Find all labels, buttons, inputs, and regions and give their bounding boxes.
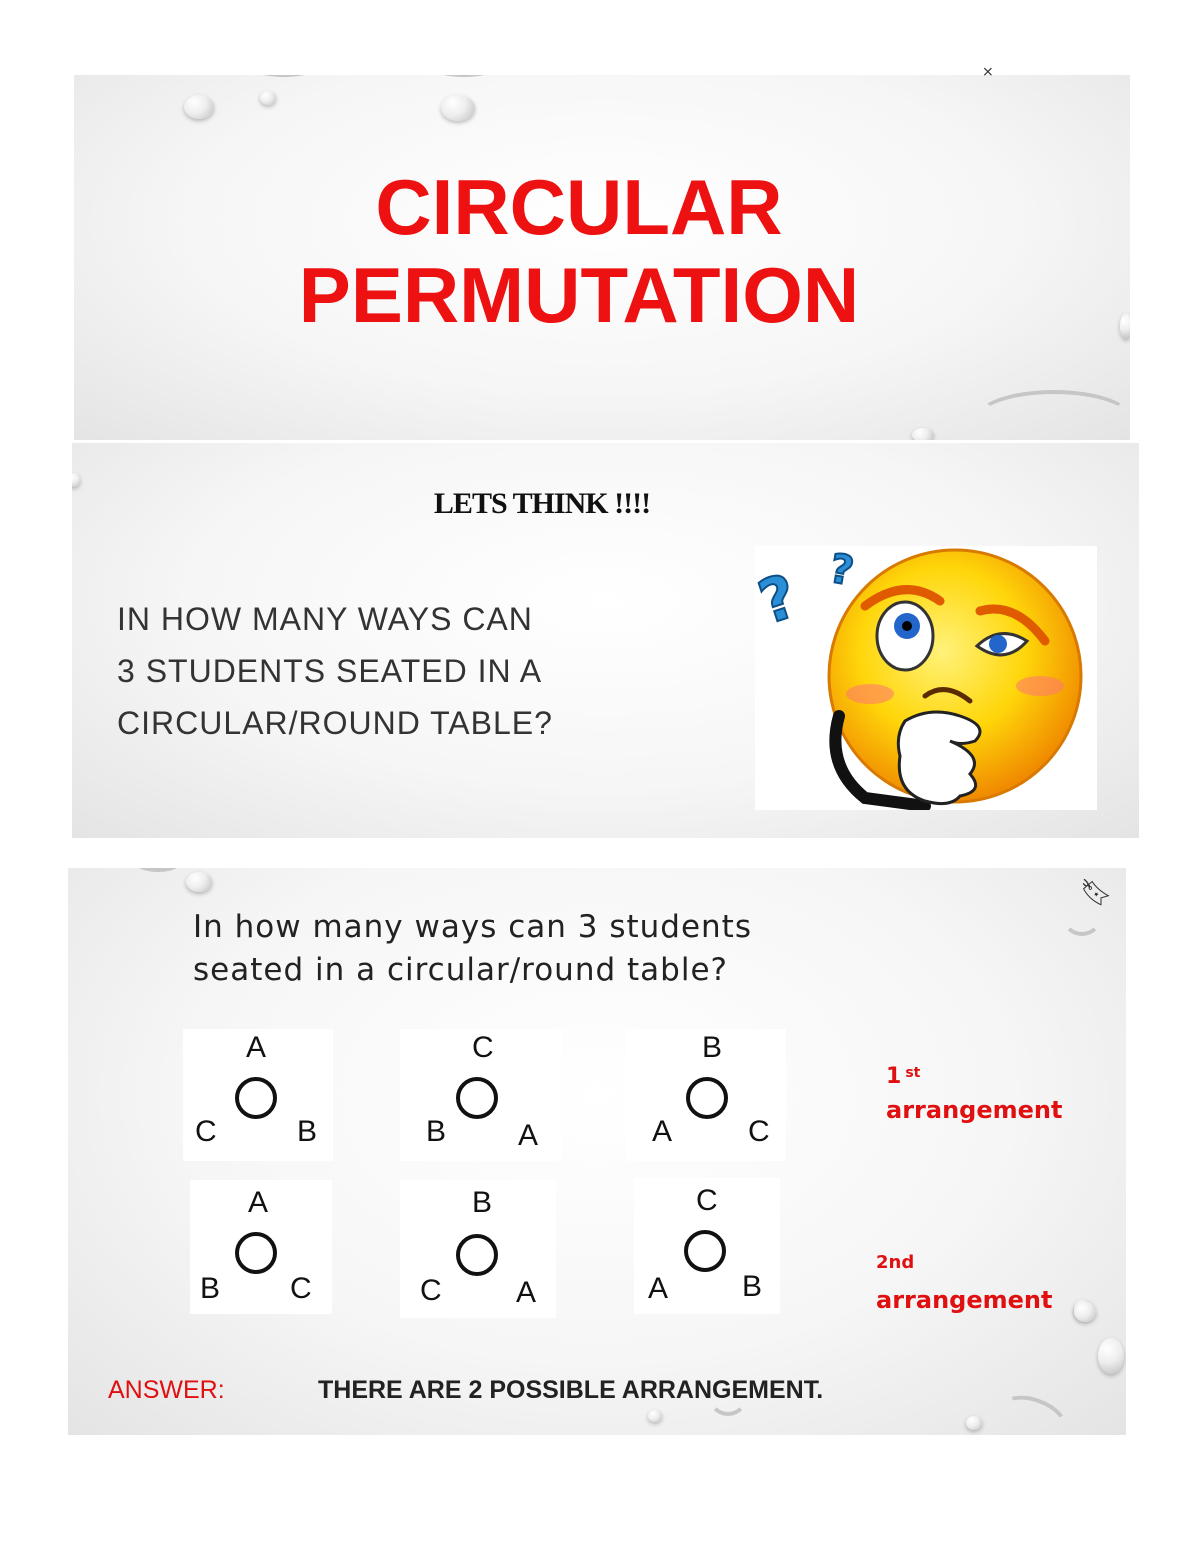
- water-arc-decoration: [974, 390, 1130, 440]
- seat-top: C: [696, 1184, 718, 1217]
- table-circle: [686, 1077, 728, 1119]
- seat-right: C: [748, 1115, 770, 1148]
- first-arrangement-word: arrangement: [886, 1096, 1063, 1124]
- arrangement-diagram: [626, 1029, 786, 1161]
- arrangement-diagram: [190, 1180, 332, 1314]
- question-line-2: seated in a circular/round table?: [193, 952, 728, 988]
- question-line: CIRCULAR/ROUND TABLE?: [117, 705, 553, 741]
- lets-think-heading: LETS THINK !!!!: [433, 487, 651, 520]
- water-drop-decoration: [912, 428, 934, 440]
- seat-top: A: [246, 1031, 267, 1064]
- table-circle: [235, 1232, 277, 1274]
- seat-left: C: [420, 1274, 442, 1307]
- slide-title: [74, 75, 1130, 440]
- seat-right: B: [297, 1115, 318, 1148]
- title-line-1: CIRCULAR: [375, 163, 783, 251]
- water-drop-decoration: [1120, 313, 1130, 339]
- water-drop-decoration: [648, 1410, 662, 1422]
- thinking-face-icon: [755, 546, 1097, 810]
- seat-right: A: [518, 1119, 539, 1152]
- water-drop-decoration: [1098, 1338, 1124, 1374]
- water-arc-decoration: [404, 75, 524, 77]
- question-uppercase: [117, 593, 637, 749]
- seat-top: A: [248, 1186, 269, 1219]
- second-arrangement-word: arrangement: [876, 1286, 1053, 1314]
- first-arrangement-number: 1: [886, 1064, 902, 1089]
- water-drop-decoration: [72, 473, 80, 487]
- question-line: IN HOW MANY WAYS CAN: [117, 601, 533, 637]
- question-mark-decoration: ?: [755, 561, 806, 639]
- first-arrangement-label: [886, 1064, 920, 1089]
- seat-left: B: [200, 1272, 221, 1305]
- water-arc-decoration: [128, 868, 188, 872]
- seat-left: B: [426, 1115, 447, 1148]
- table-circle: [456, 1234, 498, 1276]
- seat-right: B: [742, 1270, 763, 1303]
- water-drop-decoration: [186, 872, 212, 892]
- answer-label: ANSWER:: [108, 1376, 225, 1404]
- arrangement-diagram: [183, 1029, 333, 1161]
- arrangement-diagram: [634, 1178, 780, 1314]
- seat-top: B: [702, 1031, 723, 1064]
- question-line: 3 STUDENTS SEATED IN A: [117, 653, 543, 689]
- table-circle: [235, 1077, 277, 1119]
- seat-left: A: [652, 1115, 673, 1148]
- water-arc-decoration: [68, 868, 133, 915]
- first-arrangement-suffix: st: [905, 1064, 921, 1081]
- seat-top: B: [472, 1186, 493, 1219]
- seat-left: C: [195, 1115, 217, 1148]
- water-arc-decoration: [993, 1387, 1072, 1435]
- water-drop-decoration: [184, 95, 214, 119]
- table-circle: [456, 1077, 498, 1119]
- question-mark-decoration: ?: [826, 546, 857, 595]
- slide-lets-think: [72, 443, 1139, 838]
- slide-arrangements: [68, 868, 1126, 1435]
- water-drop-decoration: [1074, 1302, 1096, 1322]
- table-circle: [684, 1230, 726, 1272]
- seat-right: A: [516, 1276, 537, 1309]
- water-drop-decoration: [260, 91, 276, 105]
- seat-left: A: [648, 1272, 669, 1305]
- water-drop-decoration: [441, 95, 475, 121]
- title-line-2: PERMUTATION: [298, 251, 860, 339]
- bookmark-icon[interactable]: ⨯: [982, 64, 994, 80]
- answer-text: THERE ARE 2 POSSIBLE ARRANGEMENT.: [318, 1376, 824, 1404]
- seat-top: C: [472, 1031, 494, 1064]
- water-arc-decoration: [72, 443, 117, 459]
- question-heading: [193, 906, 893, 992]
- second-arrangement-label: 2nd: [876, 1252, 915, 1273]
- bookmark-icon[interactable]: 🔖︎: [1080, 878, 1114, 908]
- seat-right: C: [290, 1272, 312, 1305]
- arrangement-diagram: [400, 1180, 556, 1318]
- water-arc-decoration: [224, 75, 344, 77]
- water-drop-decoration: [966, 1416, 982, 1430]
- arrangement-diagram: [400, 1029, 562, 1161]
- question-line-1: In how many ways can 3 students: [193, 909, 752, 945]
- page-title: [74, 163, 1084, 339]
